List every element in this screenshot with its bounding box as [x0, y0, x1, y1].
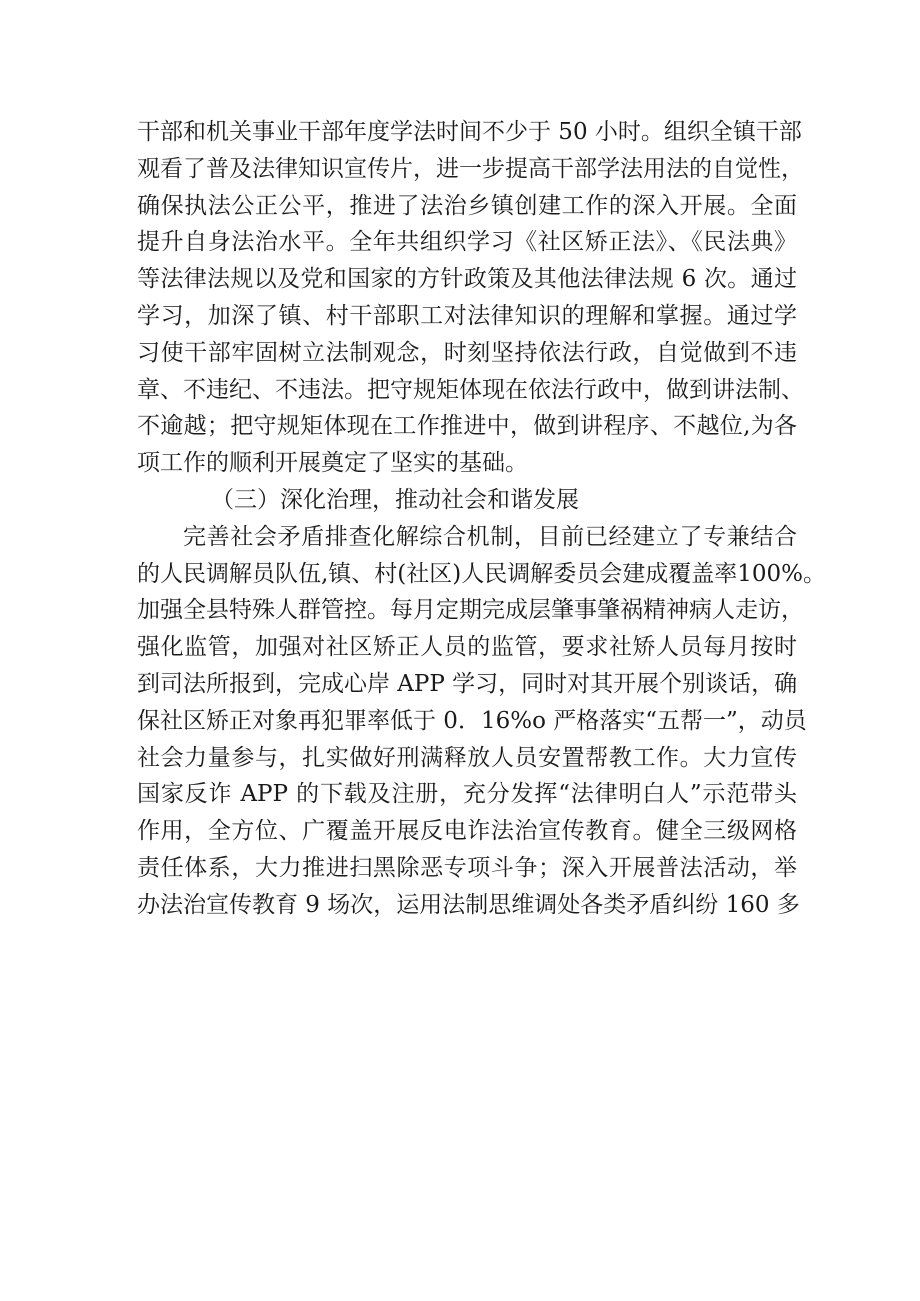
text-line: 责任体系，大力推进扫黑除恶专项斗争；深入开展普法活动，举 [137, 854, 797, 881]
text-line: 强化监管，加强对社区矫正人员的监管，要求社矫人员每月按时 [137, 634, 797, 661]
text-line: 章、不违纪、不违法。把守规矩体现在依法行政中，做到讲法制、 [137, 376, 804, 403]
text-line: 办法治宣传教育 9 场次，运用法制思维调处各类矛盾纠纷 160 多 [137, 891, 800, 918]
text-line: 加强全县特殊人群管控。每月定期完成层肇事肇祸精神病人走访， [137, 597, 804, 624]
text-line: 学习，加深了镇、村干部职工对法律知识的理解和掌握。通过学 [137, 302, 797, 329]
section-heading: （三）深化治理，推动社会和谐发展 [211, 486, 579, 513]
text-line: 确保执法公正公平，推进了法治乡镇创建工作的深入开展。全面 [137, 192, 797, 219]
text-line: 观看了普及法律知识宣传片，进一步提高干部学法用法的自觉性， [137, 155, 804, 182]
text-line: 干部和机关事业干部年度学法时间不少于 50 小时。组织全镇干部 [137, 119, 802, 145]
text-line: 等法律法规以及党和国家的方针政策及其他法律法规 6 次。通过 [137, 266, 797, 293]
text-line: 项工作的顺利开展奠定了坚实的基础。 [137, 450, 528, 477]
document-page [137, 114, 827, 924]
text-line: 习使干部牢固树立法制观念，时刻坚持依法行政，自觉做到不违 [137, 339, 797, 366]
text-line: 社会力量参与，扎实做好刑满释放人员安置帮教工作。大力宣传 [137, 744, 797, 771]
text-line: 完善社会矛盾排查化解综合机制，目前已经建立了专兼结合 [183, 523, 797, 550]
text-line: 不逾越；把守规矩体现在工作推进中，做到讲程序、不越位,为各 [137, 413, 797, 440]
paragraph-social-governance [137, 519, 827, 924]
text-line: 提升自身法治水平。全年共组织学习《社区矫正法》、《民法典》 [137, 229, 797, 256]
paragraph-legal-study [137, 114, 804, 482]
text-line: 保社区矫正对象再犯罪率低于 0．16%o 严格落实“五帮一”，动员 [137, 707, 807, 734]
text-line: 作用，全方位、广覆盖开展反电诈法治宣传教育。健全三级网格 [137, 818, 797, 845]
text-line: 的人民调解员队伍,镇、村(社区)人民调解委员会建成覆盖率100%。 [137, 560, 827, 587]
text-line: 国家反诈 APP 的下载及注册，充分发挥“法律明白人”示范带头 [137, 781, 797, 808]
text-line: 到司法所报到，完成心岸 APP 学习，同时对其开展个别谈话，确 [137, 670, 798, 697]
